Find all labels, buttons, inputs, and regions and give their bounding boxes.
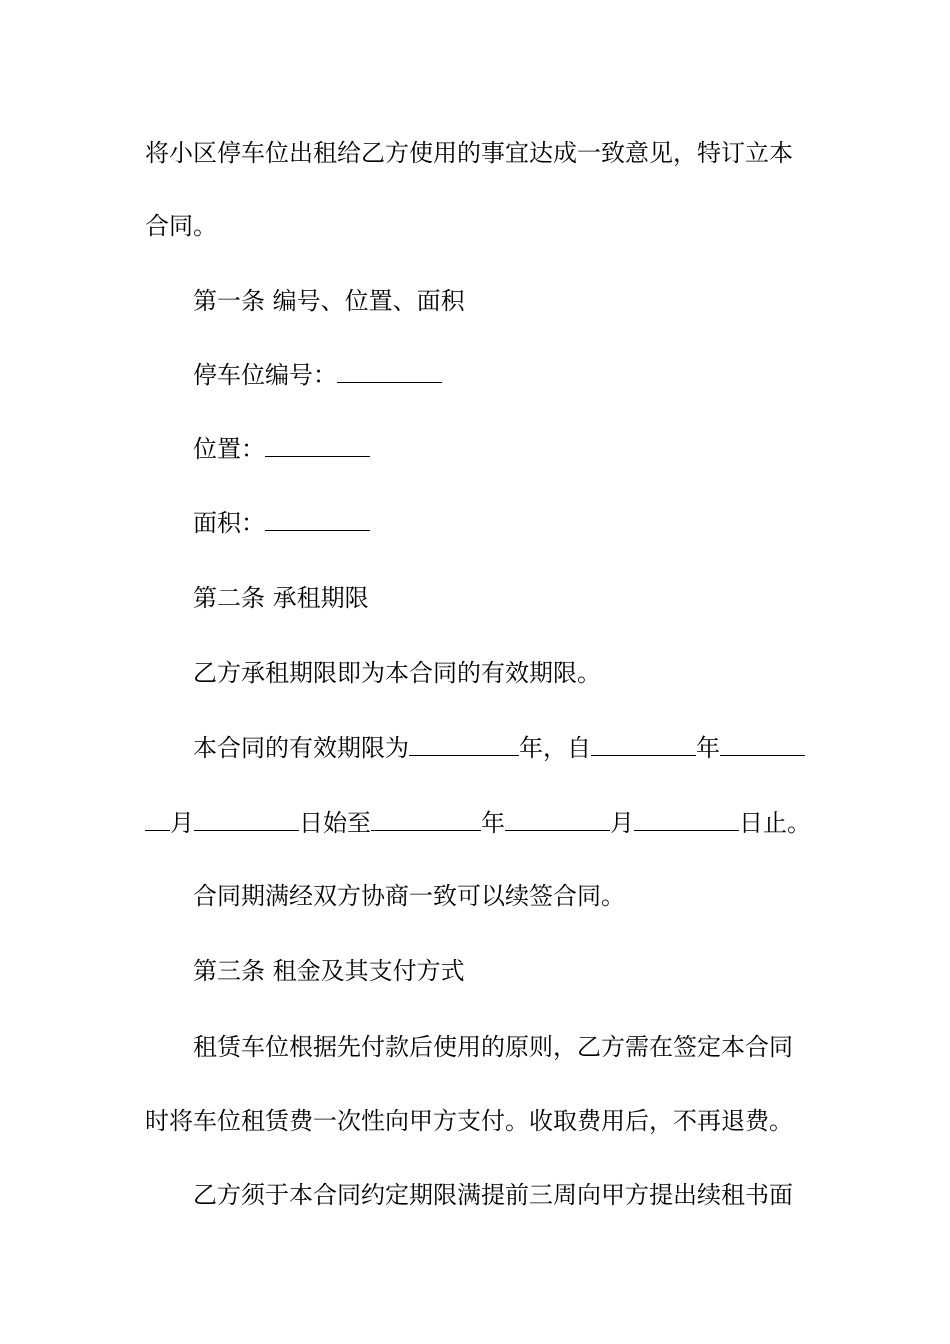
spot-number-label: 停车位编号： (193, 361, 337, 389)
paragraph-line: 合同期满经双方协商一致可以续签合同。 (193, 882, 625, 910)
term-text: 年，自 (519, 734, 591, 762)
term-text: 本合同的有效期限为 (193, 734, 409, 762)
term-text: 年 (481, 809, 505, 837)
location-label: 位置： (193, 435, 265, 463)
area-label: 面积： (193, 509, 265, 537)
start-year-blank (591, 733, 696, 756)
end-day-blank (634, 808, 739, 831)
start-day-blank (194, 808, 299, 831)
spot-number-row (193, 360, 813, 390)
term-row-2 (145, 808, 815, 838)
area-row (193, 508, 813, 538)
term-text: 日始至 (299, 809, 371, 837)
term-text: 年 (696, 734, 720, 762)
paragraph-line: 合同。 (145, 212, 217, 240)
paragraph-line: 租赁车位根据先付款后使用的原则，乙方需在签定本合同 (193, 1033, 793, 1061)
end-year-blank (371, 808, 481, 831)
location-row (193, 434, 813, 464)
term-text: 月 (610, 809, 634, 837)
term-blank (409, 733, 519, 756)
spot-number-blank (337, 360, 442, 383)
paragraph-line: 时将车位租赁费一次性向甲方支付。收取费用后，不再退费。 (145, 1107, 793, 1135)
article-2-title: 第二条 承租期限 (193, 584, 369, 612)
start-month-blank-cont (145, 808, 170, 831)
article-1-title: 第一条 编号、位置、面积 (193, 287, 465, 315)
paragraph-line: 乙方须于本合同约定期限满提前三周向甲方提出续租书面 (193, 1181, 793, 1209)
term-text: 月 (170, 809, 194, 837)
term-row-1 (193, 733, 813, 763)
start-month-blank (720, 733, 805, 756)
term-text: 日止。 (739, 809, 811, 837)
paragraph-line: 乙方承租期限即为本合同的有效期限。 (193, 659, 601, 687)
article-3-title: 第三条 租金及其支付方式 (193, 957, 465, 985)
area-blank (265, 508, 370, 531)
paragraph-line: 将小区停车位出租给乙方使用的事宜达成一致意见，特订立本 (145, 139, 793, 167)
end-month-blank (505, 808, 610, 831)
location-blank (265, 434, 370, 457)
